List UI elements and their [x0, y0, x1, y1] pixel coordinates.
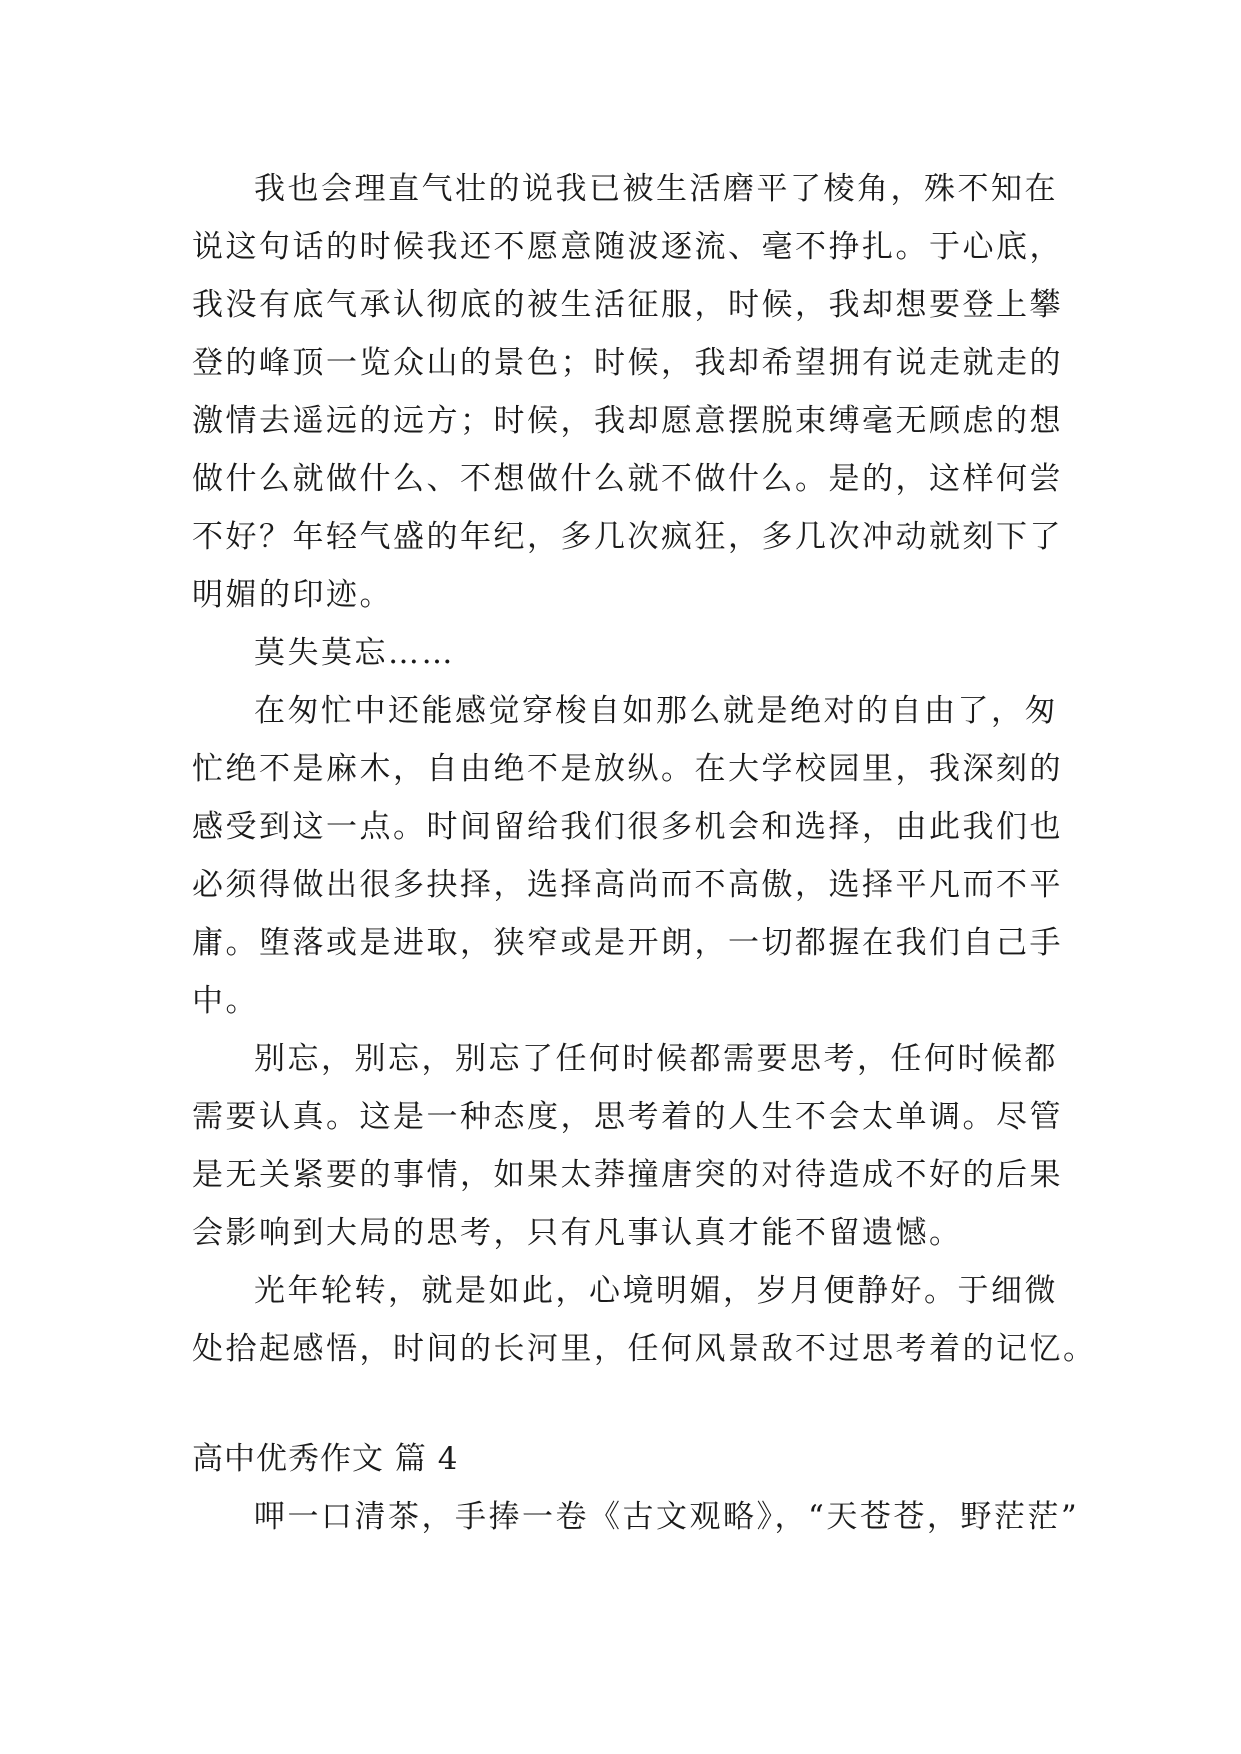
paragraph-line: 激情去遥远的远方；时候，我却愿意摆脱束缚毫无顾虑的想: [192, 403, 1063, 439]
section-gap: [192, 1378, 1062, 1430]
section-heading: 高中优秀作文 篇 4: [192, 1441, 459, 1477]
paragraph-line: 需要认真。这是一种态度，思考着的人生不会太单调。尽管: [192, 1099, 1063, 1135]
paragraph-line: 中。: [192, 983, 259, 1019]
paragraph-line: 做什么就做什么、不想做什么就不做什么。是的，这样何尝: [192, 461, 1063, 497]
document-body: [192, 160, 1097, 1546]
paragraph-line: 庸。堕落或是进取，狭窄或是开朗，一切都握在我们自己手: [192, 925, 1063, 961]
paragraph-line: 莫失莫忘……: [254, 635, 455, 671]
paragraph-line: 登的峰顶一览众山的景色；时候，我却希望拥有说走就走的: [192, 345, 1063, 381]
paragraph-line: 说这句话的时候我还不愿意随波逐流、毫不挣扎。于心底，: [192, 229, 1063, 265]
paragraph-line: 我也会理直气壮的说我已被生活磨平了棱角，殊不知在: [254, 171, 1058, 207]
paragraph-line: 别忘，别忘，别忘了任何时候都需要思考，任何时候都: [254, 1041, 1058, 1077]
paragraph-line: 必须得做出很多抉择，选择高尚而不高傲，选择平凡而不平: [192, 867, 1063, 903]
paragraph-line: 会影响到大局的思考，只有凡事认真才能不留遗憾。: [192, 1215, 963, 1251]
paragraph-line: 感受到这一点。时间留给我们很多机会和选择，由此我们也: [192, 809, 1063, 845]
paragraph-line: 明媚的印迹。: [192, 577, 393, 613]
paragraph-line: 忙绝不是麻木，自由绝不是放纵。在大学校园里，我深刻的: [192, 751, 1063, 787]
paragraph-line: 光年轮转，就是如此，心境明媚，岁月便静好。于细微: [254, 1273, 1058, 1309]
paragraph-line: 不好？年轻气盛的年纪，多几次疯狂，多几次冲动就刻下了: [192, 519, 1063, 555]
paragraph-line: 呷一口清茶，手捧一卷《古文观略》，“天苍苍，野茫茫”: [254, 1499, 1080, 1535]
paragraph-line: 我没有底气承认彻底的被生活征服，时候，我却想要登上攀: [192, 287, 1063, 323]
paragraph-line: 在匆忙中还能感觉穿梭自如那么就是绝对的自由了，匆: [254, 693, 1058, 729]
paragraph-line: 是无关紧要的事情，如果太莽撞唐突的对待造成不好的后果: [192, 1157, 1063, 1193]
paragraph-line: 处拾起感悟，时间的长河里，任何风景敌不过思考着的记忆。: [192, 1331, 1097, 1367]
